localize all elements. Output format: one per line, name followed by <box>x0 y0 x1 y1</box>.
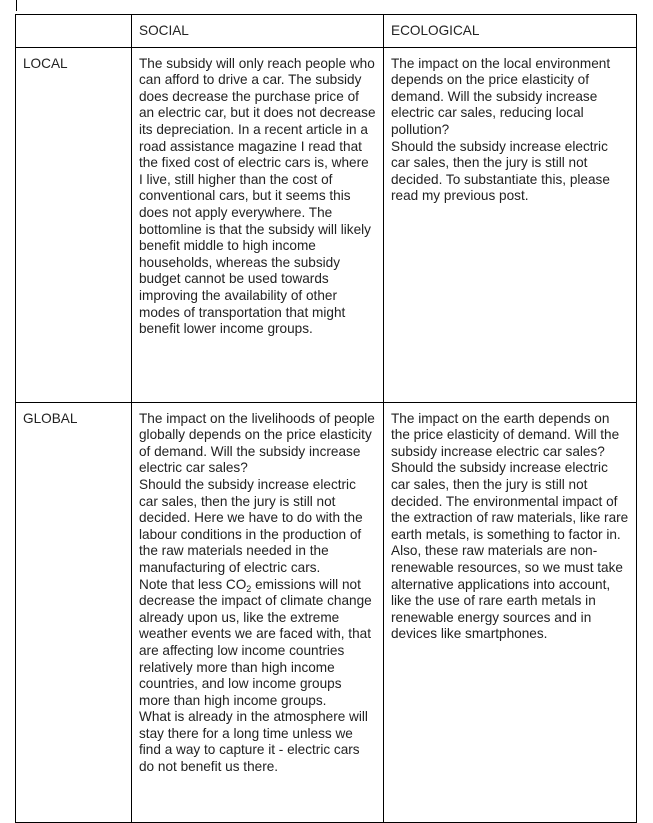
co2-text-post: emissions will not decrease the impact of climate change already upon us, like the extreme weather events we are faced with, that are affecting low income countries relatively more than high income countries, and low income groups more than high income groups. <box>139 576 372 708</box>
row-label-global: GLOBAL <box>16 402 132 822</box>
cell-paragraph: The impact on the earth depends on the price elasticity of demand. Will the subsidy increase electric car sales? <box>391 410 620 459</box>
table-header-row <box>16 15 637 48</box>
header-cell-social: SOCIAL <box>132 15 384 48</box>
row-label-local: LOCAL <box>16 47 132 402</box>
table-row-local <box>16 47 637 402</box>
cell-paragraph: Should the subsidy increase electric car sales, then the jury is still not decided. Here we have to do with the labour conditions in the production of the raw materials needed in the manufacturing of electric cars. <box>139 476 363 575</box>
cell-paragraph: The impact on the local environment depends on the price elasticity of demand. Will the subsidy increase electric car sales, reducing local pollution? <box>391 55 611 137</box>
cell-global-social <box>132 402 384 822</box>
cell-paragraph: What is already in the atmosphere will stay there for a long time unless we find a way to capture it - electric cars do not benefit us there. <box>139 709 368 775</box>
cell-paragraph: The subsidy will only reach people who can afford to drive a car. The subsidy does decrease the purchase price of an electric car, but it does not decrease its depreciation. In a recent article in a road assistance magazine I read that the fixed cost of electric cars is, where I live, still higher than the cost of conventional cars, but it seems this does not apply everywhere. The bottomline is that the subsidy will likely benefit middle to high income households, whereas the subsidy budget cannot be used towards improving the availability of other modes of transportation that might benefit lower income groups. <box>139 55 376 337</box>
cell-paragraph: Also, these raw materials are non-renewable resources, so we must take alternative applications into account, like the use of rare earth metals in renewable energy sources and in devices like smartphones. <box>391 543 623 642</box>
cell-local-social <box>132 47 384 402</box>
text-cursor <box>16 0 17 11</box>
table-row-global <box>16 402 637 822</box>
cell-paragraph: Should the subsidy increase electric car sales, then the jury is still not decided. The environmental impact of the extraction of raw materials, like rare earth metals, is something to factor in. <box>391 460 629 542</box>
cell-global-ecological <box>384 402 637 822</box>
cell-paragraph: The impact on the livelihoods of people globally depends on the price elasticity of demand. Will the subsidy increase electric car sales? <box>139 410 375 476</box>
header-cell-corner <box>16 15 132 48</box>
cell-local-ecological <box>384 47 637 402</box>
cell-paragraph: Should the subsidy increase electric car sales, then the jury is still not decided. To substantiate this, please read my previous post. <box>391 138 610 204</box>
co2-subscript: 2 <box>246 583 252 594</box>
cell-paragraph-co2 <box>139 577 376 710</box>
impact-matrix-table <box>15 14 637 823</box>
co2-text-pre: Note that less CO <box>139 576 247 592</box>
header-cell-ecological: ECOLOGICAL <box>384 15 637 48</box>
